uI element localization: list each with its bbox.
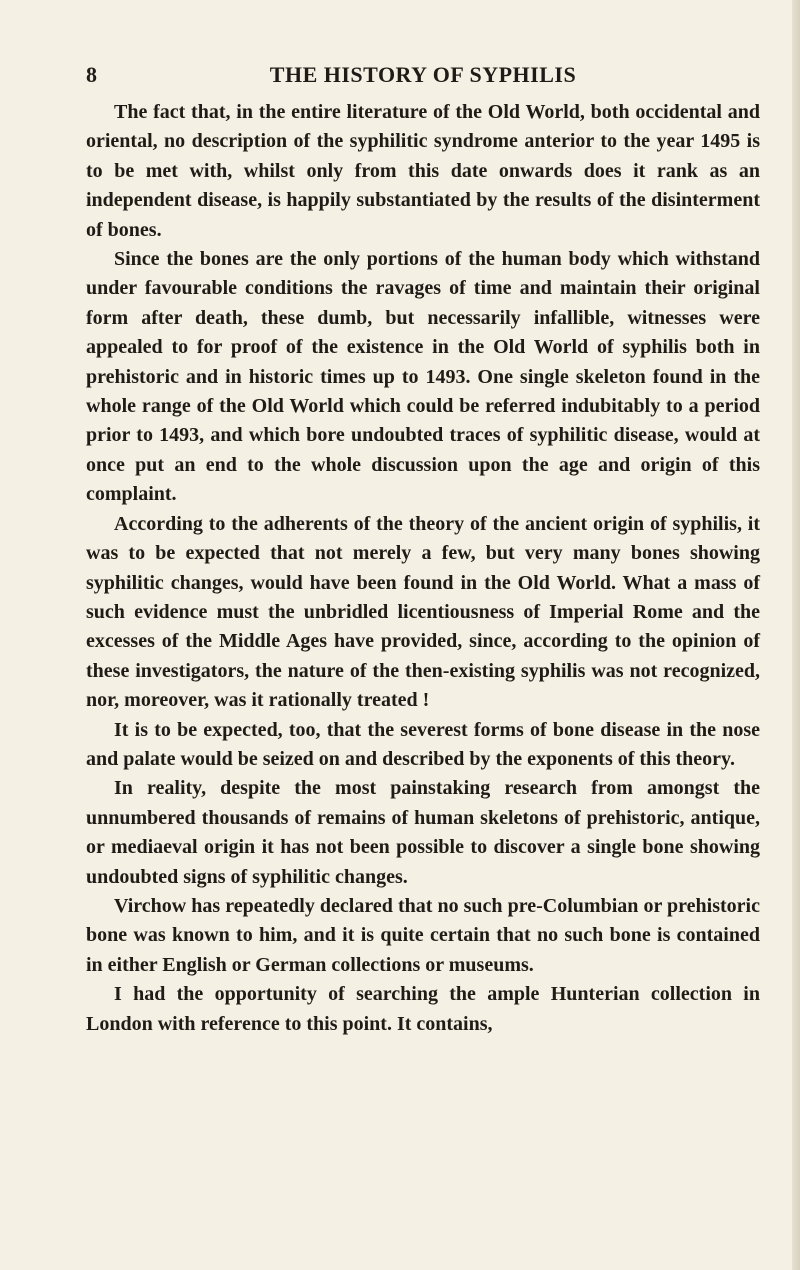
page-edge-shadow <box>792 0 800 1270</box>
paragraph: Since the bones are the only portions of the human body which withstand under favourable conditions the ravages of time and maintain their original form after death, these dumb, but necessarily infallible, witnesses were appealed to for proof of the existence in the Old World of syphilis both in prehistoric and in historic times up to 1493. One single skeleton found in the whole range of the Old World which could be referred indubitably to a period prior to 1493, and which bore undoubted traces of syphilitic disease, would at once put an end to the whole discussion upon the age and origin of this complaint. <box>86 248 760 506</box>
page-number: 8 <box>86 62 97 87</box>
paragraph: Virchow has repeatedly declared that no such pre-Columbian or prehistoric bone was known to him, and it is quite certain that no such bone is contained in either English or German collections or museums. <box>86 894 760 976</box>
paragraph: The fact that, in the entire literature of the Old World, both occidental and oriental, no description of the syphilitic syndrome anterior to the year 1495 is to be met with, whilst only from this date onwards does it rank as an independent disease, is happily substantiated by the results of the disinterment of bones. <box>86 101 760 241</box>
paragraph: According to the adherents of the theory of the ancient origin of syphilis, it was to be expected that not merely a few, but very many bones showing syphilitic changes, would have been found in the Old World. What a mass of such evidence must the unbridled licentiousness of Imperial Rome and the excesses of the Middle Ages have provided, since, according to the opinion of these investigators, the nature of the then-existing syphilis was not recognized, nor, moreover, was it rationally treated ! <box>86 512 760 712</box>
paragraph: In reality, despite the most painstaking research from amongst the unnumbered thousands of remains of human skeletons of prehistoric, antique, or mediaeval origin it has not been possible to discover a single bone showing undoubted signs of syphilitic changes. <box>86 777 760 888</box>
paragraph: I had the opportunity of searching the ample Hunterian collection in London with reference to this point. It contains, <box>86 983 760 1035</box>
running-title: THE HISTORY OF SYPHILIS <box>269 62 577 87</box>
paragraph: It is to be expected, too, that the severest forms of bone disease in the nose and palate would be seized on and described by the exponents of this theory. <box>86 718 760 770</box>
body-text <box>86 98 760 1039</box>
page-header <box>86 62 760 90</box>
